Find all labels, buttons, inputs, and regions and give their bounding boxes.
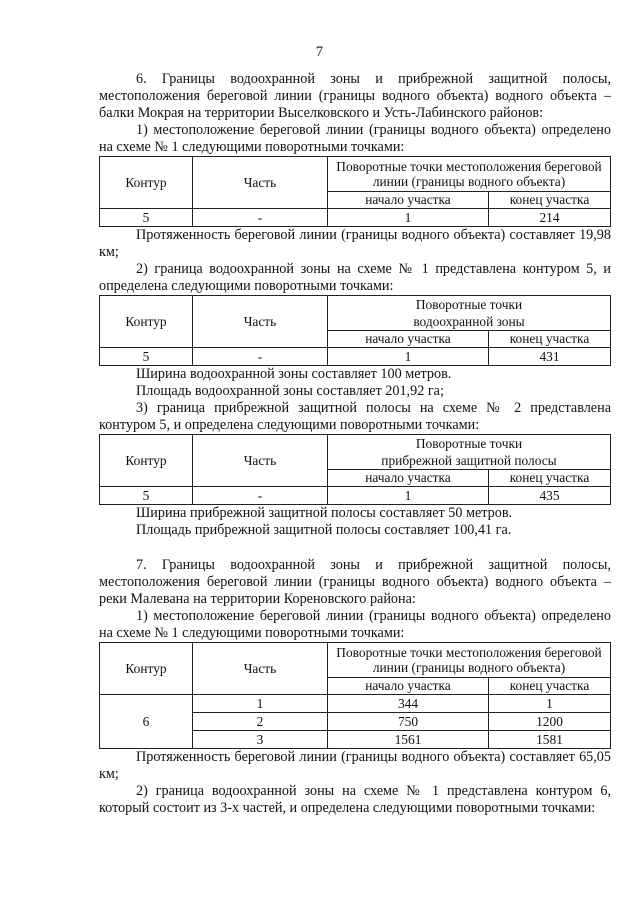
col-start-header: начало участка: [328, 331, 489, 348]
col-end-header: конец участка: [489, 192, 611, 209]
cell-start: 1561: [328, 731, 489, 749]
col-points-header-line-2: водоохранной зоны: [328, 313, 611, 331]
section-spacer: [99, 539, 611, 557]
cell-end: 1200: [489, 713, 611, 731]
cell-end: 1581: [489, 731, 611, 749]
page-content: [99, 71, 611, 817]
col-points-header-line-2: прибрежной защитной полосы: [328, 452, 611, 470]
section-6-pzp-width: Ширина прибрежной защитной полосы составляет 50 метров.: [136, 505, 513, 521]
col-part-header: Часть: [193, 643, 328, 695]
cell-part: -: [193, 209, 328, 227]
section-7-shoreline-table: [99, 642, 611, 749]
cell-start: 750: [328, 713, 489, 731]
cell-start: 1: [328, 348, 489, 366]
col-end-header: конец участка: [489, 331, 611, 348]
col-contour-header: Контур: [100, 435, 193, 487]
section-6-length: Протяженность береговой линии (границы водного объекта) составляет 19,98 км;: [99, 227, 611, 260]
cell-start: 1: [328, 209, 489, 227]
col-contour-header: Контур: [100, 643, 193, 695]
col-part-header: Часть: [193, 157, 328, 209]
col-start-header: начало участка: [328, 470, 489, 487]
col-points-header: Поворотные точки местоположения береговой линии (границы водного объекта): [328, 643, 611, 678]
cell-contour: 5: [100, 348, 193, 366]
col-end-header: конец участка: [489, 678, 611, 695]
cell-contour: 5: [100, 209, 193, 227]
section-6-wpz-area: Площадь водоохранной зоны составляет 201,92 га;: [136, 383, 444, 399]
table-row: [100, 695, 611, 713]
col-points-header-line-1: Поворотные точки: [328, 435, 611, 453]
table-row: [100, 487, 611, 505]
section-6-water-protection-table: [99, 295, 611, 366]
cell-end: 431: [489, 348, 611, 366]
col-start-header: начало участка: [328, 192, 489, 209]
section-6-pzp-area: Площадь прибрежной защитной полосы составляет 100,41 га.: [136, 522, 512, 538]
col-part-header: Часть: [193, 435, 328, 487]
section-6-wpz-width: Ширина водоохранной зоны составляет 100 метров.: [136, 366, 452, 382]
cell-start: 344: [328, 695, 489, 713]
cell-part: 2: [193, 713, 328, 731]
cell-part: -: [193, 487, 328, 505]
col-points-header: Поворотные точки местоположения береговой линии (границы водного объекта): [328, 157, 611, 192]
page-number: 7: [315, 44, 324, 60]
section-6-coastal-strip-table: [99, 434, 611, 505]
cell-part: 3: [193, 731, 328, 749]
section-6-heading: 6. Границы водоохранной зоны и прибрежной защитной полосы, местоположения береговой линии (границы водного объекта) водного объекта – балки Мокрая на территории Выселковского и Усть-Лабинского районов:: [99, 71, 611, 121]
col-part-header: Часть: [193, 296, 328, 348]
col-contour-header: Контур: [100, 296, 193, 348]
section-6-item-2: 2) граница водоохранной зоны на схеме № 1 представлена контуром 5, и определена следующими поворотными точками:: [99, 261, 611, 294]
col-points-header-line-1: Поворотные точки: [328, 296, 611, 314]
col-start-header: начало участка: [328, 678, 489, 695]
section-6-item-3: 3) граница прибрежной защитной полосы на схеме № 2 представлена контуром 5, и определена следующими поворотными точками:: [99, 400, 611, 433]
cell-end: 1: [489, 695, 611, 713]
cell-start: 1: [328, 487, 489, 505]
table-row: [100, 348, 611, 366]
cell-end: 214: [489, 209, 611, 227]
cell-end: 435: [489, 487, 611, 505]
section-7-heading: 7. Границы водоохранной зоны и прибрежной защитной полосы, местоположения береговой линии (границы водного объекта) водного объекта – реки Малевана на территории Кореновского района:: [99, 557, 611, 607]
cell-contour: 5: [100, 487, 193, 505]
cell-contour: 6: [100, 695, 193, 749]
col-end-header: конец участка: [489, 470, 611, 487]
cell-part: -: [193, 348, 328, 366]
col-contour-header: Контур: [100, 157, 193, 209]
table-row: [100, 209, 611, 227]
section-7-item-1: 1) местоположение береговой линии (границы водного объекта) определено на схеме № 1 следующими поворотными точками:: [99, 608, 611, 641]
section-6-item-1: 1) местоположение береговой линии (границы водного объекта) определено на схеме № 1 следующими поворотными точками:: [99, 122, 611, 155]
section-7-item-2: 2) граница водоохранной зоны на схеме № 1 представлена контуром 6, который состоит из 3-х частей, и определена следующими поворотными точками:: [99, 783, 611, 816]
section-6-shoreline-table: [99, 156, 611, 227]
cell-part: 1: [193, 695, 328, 713]
section-7-length: Протяженность береговой линии (границы водного объекта) составляет 65,05 км;: [99, 749, 611, 782]
